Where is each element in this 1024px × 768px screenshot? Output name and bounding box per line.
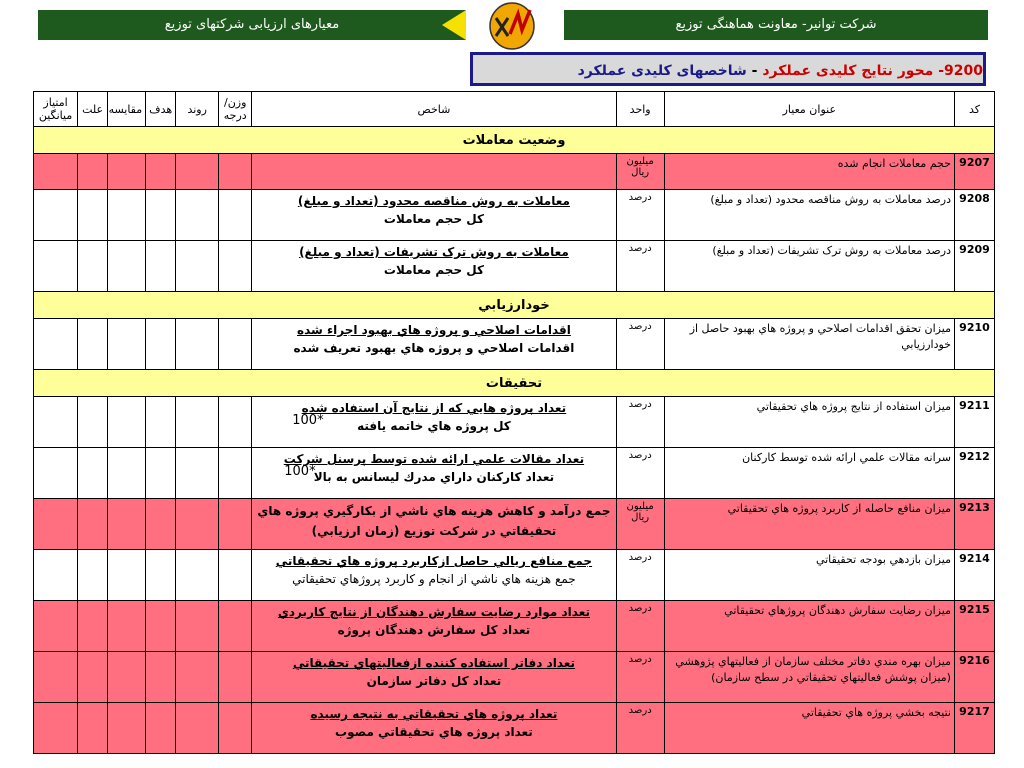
- row-unit: درصد: [616, 703, 664, 754]
- row-code: 9210: [954, 319, 994, 370]
- cell-cause: [78, 703, 108, 754]
- row-indicator: [252, 154, 616, 190]
- cell-comparison: [108, 499, 146, 550]
- cell-weight: [219, 703, 252, 754]
- cell-score: [34, 499, 78, 550]
- indicator-numerator: اقدامات اصلاحي و پروژه هاي بهبود اجراء شده: [297, 323, 571, 337]
- header-bar-right: [564, 10, 988, 40]
- table-row: [34, 499, 995, 550]
- cell-score: [34, 190, 78, 241]
- section-title: تحقيقات: [34, 370, 995, 397]
- col-indicator: شاخص: [252, 92, 616, 127]
- arrow-left-icon: [442, 10, 466, 40]
- section-title: وضعیت معاملات: [34, 127, 995, 154]
- indicator-numerator: معاملات به روش مناقصه محدود (تعداد و مبلغ): [297, 194, 570, 208]
- header-right-text: شرکت توانیر- معاونت هماهنگی توزیع: [675, 17, 877, 32]
- row-unit: درصد: [616, 319, 664, 370]
- row-criterion: ميزان رضايت سفارش دهندگان پروژهاي تحقيقاتي: [664, 601, 954, 652]
- cell-weight: [219, 550, 252, 601]
- indicator-denominator: تعداد كل دفاتر سازمان: [366, 674, 502, 688]
- indicator-denominator: جمع هزينه هاي ناشي از انجام و كاربرد پروژهاي تحقيقاتي: [292, 572, 576, 586]
- page-title: [470, 52, 986, 86]
- indicator-denominator: تعداد كاركنان داراي مدرك ليسانس به بالا: [313, 470, 555, 484]
- indicator-numerator: تعداد پروژه هاي تحقيقاتي به نتيجه رسيده: [310, 707, 558, 721]
- cell-target: [146, 703, 176, 754]
- cell-trend: [176, 154, 219, 190]
- row-criterion: ميزان بهره مندي دفاتر مختلف سازمان از فعاليتهاي پژوهشي (ميزان پوشش فعاليتهاي تحقيقاتي در سطح سازمان): [664, 652, 954, 703]
- cell-weight: [219, 190, 252, 241]
- title-separator: -: [746, 63, 763, 79]
- indicator-denominator: کل حجم معاملات: [383, 212, 484, 226]
- cell-trend: [176, 448, 219, 499]
- indicator-denominator: تعداد پروژه هاي تحقيقاتي مصوب: [335, 725, 533, 739]
- cell-trend: [176, 190, 219, 241]
- cell-cause: [78, 241, 108, 292]
- indicator-multiplier: 100*: [284, 464, 316, 479]
- row-code: 9208: [954, 190, 994, 241]
- cell-trend: [176, 397, 219, 448]
- row-code: 9212: [954, 448, 994, 499]
- cell-target: [146, 499, 176, 550]
- row-indicator: [252, 319, 616, 370]
- cell-trend: [176, 499, 219, 550]
- row-unit: درصد: [616, 550, 664, 601]
- cell-target: [146, 241, 176, 292]
- row-indicator: [252, 448, 616, 499]
- cell-cause: [78, 499, 108, 550]
- row-code: 9216: [954, 652, 994, 703]
- cell-target: [146, 448, 176, 499]
- cell-weight: [219, 499, 252, 550]
- indicator-numerator: معاملات به روش ترک تشریفات (تعداد و مبلغ): [299, 245, 569, 259]
- row-indicator: [252, 190, 616, 241]
- col-criterion: عنوان معیار: [664, 92, 954, 127]
- indicator-numerator: تعداد پروژه هايي كه از نتايج آن استفاده شده: [301, 401, 567, 415]
- cell-cause: [78, 448, 108, 499]
- cell-weight: [219, 652, 252, 703]
- company-logo: [478, 0, 546, 52]
- col-trend: روند: [176, 92, 219, 127]
- row-unit: درصد: [616, 241, 664, 292]
- cell-target: [146, 319, 176, 370]
- col-code: کد: [954, 92, 994, 127]
- cell-score: [34, 652, 78, 703]
- cell-weight: [219, 241, 252, 292]
- row-unit: درصد: [616, 652, 664, 703]
- indicator-numerator: تعداد موارد رضايت سفارش دهندگان از نتايج كاربردي: [277, 605, 590, 619]
- indicator-denominator: كل پروژه هاي خاتمه يافته: [357, 419, 511, 433]
- section-row: [34, 127, 995, 154]
- cell-cause: [78, 319, 108, 370]
- cell-comparison: [108, 550, 146, 601]
- row-unit: درصد: [616, 601, 664, 652]
- table-row: [34, 550, 995, 601]
- table-row: [34, 154, 995, 190]
- row-unit: میلیون ریال: [616, 499, 664, 550]
- cell-comparison: [108, 190, 146, 241]
- row-code: 9207: [954, 154, 994, 190]
- table-row: [34, 652, 995, 703]
- row-code: 9213: [954, 499, 994, 550]
- cell-trend: [176, 550, 219, 601]
- indicator-denominator: کل حجم معاملات: [383, 263, 484, 277]
- title-subtitle: شاخصهای کلیدی عملکرد: [577, 63, 747, 79]
- table-row: [34, 190, 995, 241]
- header-left-text: معیارهای ارزیابی شرکتهای توزیع: [164, 17, 340, 32]
- cell-trend: [176, 652, 219, 703]
- cell-trend: [176, 601, 219, 652]
- row-criterion: نتيجه بخشي پروژه هاي تحقيقاتي: [664, 703, 954, 754]
- title-number: 9200- محور نتایج کلیدی عملکرد: [762, 63, 983, 79]
- cell-comparison: [108, 319, 146, 370]
- section-row: [34, 370, 995, 397]
- row-code: 9215: [954, 601, 994, 652]
- row-code: 9217: [954, 703, 994, 754]
- col-cause: علت: [78, 92, 108, 127]
- row-criterion: حجم معاملات انجام شده: [664, 154, 954, 190]
- row-unit: درصد: [616, 190, 664, 241]
- cell-score: [34, 703, 78, 754]
- row-indicator: [252, 601, 616, 652]
- table-row: [34, 241, 995, 292]
- cell-cause: [78, 601, 108, 652]
- indicator-text: جمع درآمد و كاهش هزينه هاي ناشي از بكارگيري پروژه هاي تحقيقاتي در شركت توزيع (زمان ارزيابي): [257, 504, 611, 538]
- cell-score: [34, 448, 78, 499]
- cell-target: [146, 652, 176, 703]
- row-criterion: ميزان استفاده از نتايج پروژه هاي تحقيقاتي: [664, 397, 954, 448]
- cell-weight: [219, 448, 252, 499]
- cell-target: [146, 190, 176, 241]
- row-criterion: درصد معاملات به روش ترک تشریفات (تعداد و مبلغ): [664, 241, 954, 292]
- cell-comparison: [108, 448, 146, 499]
- cell-cause: [78, 550, 108, 601]
- cell-trend: [176, 703, 219, 754]
- indicator-numerator: جمع منافع ريالي حاصل ازكاربرد پروژه هاي تحقيقاتي: [275, 554, 593, 568]
- indicator-numerator: تعداد مقالات علمي ارائه شده توسط پرسنل شركت: [283, 452, 585, 466]
- cell-cause: [78, 652, 108, 703]
- indicator-denominator: تعداد كل سفارش دهندگان پروژه: [337, 623, 531, 637]
- indicator-numerator: تعداد دفاتر استفاده كننده ازفعاليتهاي تحقيقاتي: [292, 656, 576, 670]
- row-code: 9211: [954, 397, 994, 448]
- col-weight: وزن/ درجه: [219, 92, 252, 127]
- table-header-row: [34, 92, 995, 127]
- table-row: [34, 448, 995, 499]
- table-row: [34, 601, 995, 652]
- indicator-denominator: اقدامات اصلاحي و پروژه هاي بهبود تعريف شده: [293, 341, 575, 355]
- cell-trend: [176, 241, 219, 292]
- table-row: [34, 397, 995, 448]
- row-criterion: درصد معاملات به روش مناقصه محدود (تعداد و مبلغ): [664, 190, 954, 241]
- col-comparison: مقایسه: [108, 92, 146, 127]
- row-indicator: [252, 499, 616, 550]
- cell-comparison: [108, 397, 146, 448]
- cell-weight: [219, 319, 252, 370]
- row-indicator: [252, 241, 616, 292]
- cell-trend: [176, 319, 219, 370]
- row-criterion: ميزان تحقق اقدامات اصلاحي و پروژه هاي بهبود حاصل از خودارزيابي: [664, 319, 954, 370]
- cell-weight: [219, 397, 252, 448]
- cell-weight: [219, 154, 252, 190]
- row-indicator: [252, 397, 616, 448]
- cell-score: [34, 154, 78, 190]
- section-row: [34, 292, 995, 319]
- table-row: [34, 703, 995, 754]
- table-row: [34, 319, 995, 370]
- row-indicator: [252, 550, 616, 601]
- row-unit: درصد: [616, 448, 664, 499]
- row-criterion: ميزان منافع حاصله از كاربرد پروژه هاي تحقيقاتي: [664, 499, 954, 550]
- cell-target: [146, 601, 176, 652]
- cell-score: [34, 241, 78, 292]
- row-criterion: سرانه مقالات علمي ارائه شده توسط كاركنان: [664, 448, 954, 499]
- cell-comparison: [108, 652, 146, 703]
- cell-comparison: [108, 703, 146, 754]
- cell-score: [34, 550, 78, 601]
- indicators-table: [33, 91, 995, 754]
- row-criterion: ميزان بازدهي بودجه تحقيقاتي: [664, 550, 954, 601]
- cell-target: [146, 550, 176, 601]
- cell-weight: [219, 601, 252, 652]
- row-code: 9209: [954, 241, 994, 292]
- indicator-multiplier: 100*: [292, 413, 324, 428]
- cell-comparison: [108, 154, 146, 190]
- row-unit: درصد: [616, 397, 664, 448]
- cell-comparison: [108, 241, 146, 292]
- col-target: هدف: [146, 92, 176, 127]
- col-unit: واحد: [616, 92, 664, 127]
- cell-score: [34, 397, 78, 448]
- cell-comparison: [108, 601, 146, 652]
- cell-score: [34, 601, 78, 652]
- row-unit: میلیون ریال: [616, 154, 664, 190]
- row-indicator: [252, 703, 616, 754]
- section-title: خودارزيابي: [34, 292, 995, 319]
- cell-target: [146, 397, 176, 448]
- header-bar-left: [38, 10, 466, 40]
- col-score: امتیاز میانگین: [34, 92, 78, 127]
- row-indicator: [252, 652, 616, 703]
- cell-cause: [78, 190, 108, 241]
- cell-cause: [78, 154, 108, 190]
- cell-cause: [78, 397, 108, 448]
- cell-target: [146, 154, 176, 190]
- cell-score: [34, 319, 78, 370]
- row-code: 9214: [954, 550, 994, 601]
